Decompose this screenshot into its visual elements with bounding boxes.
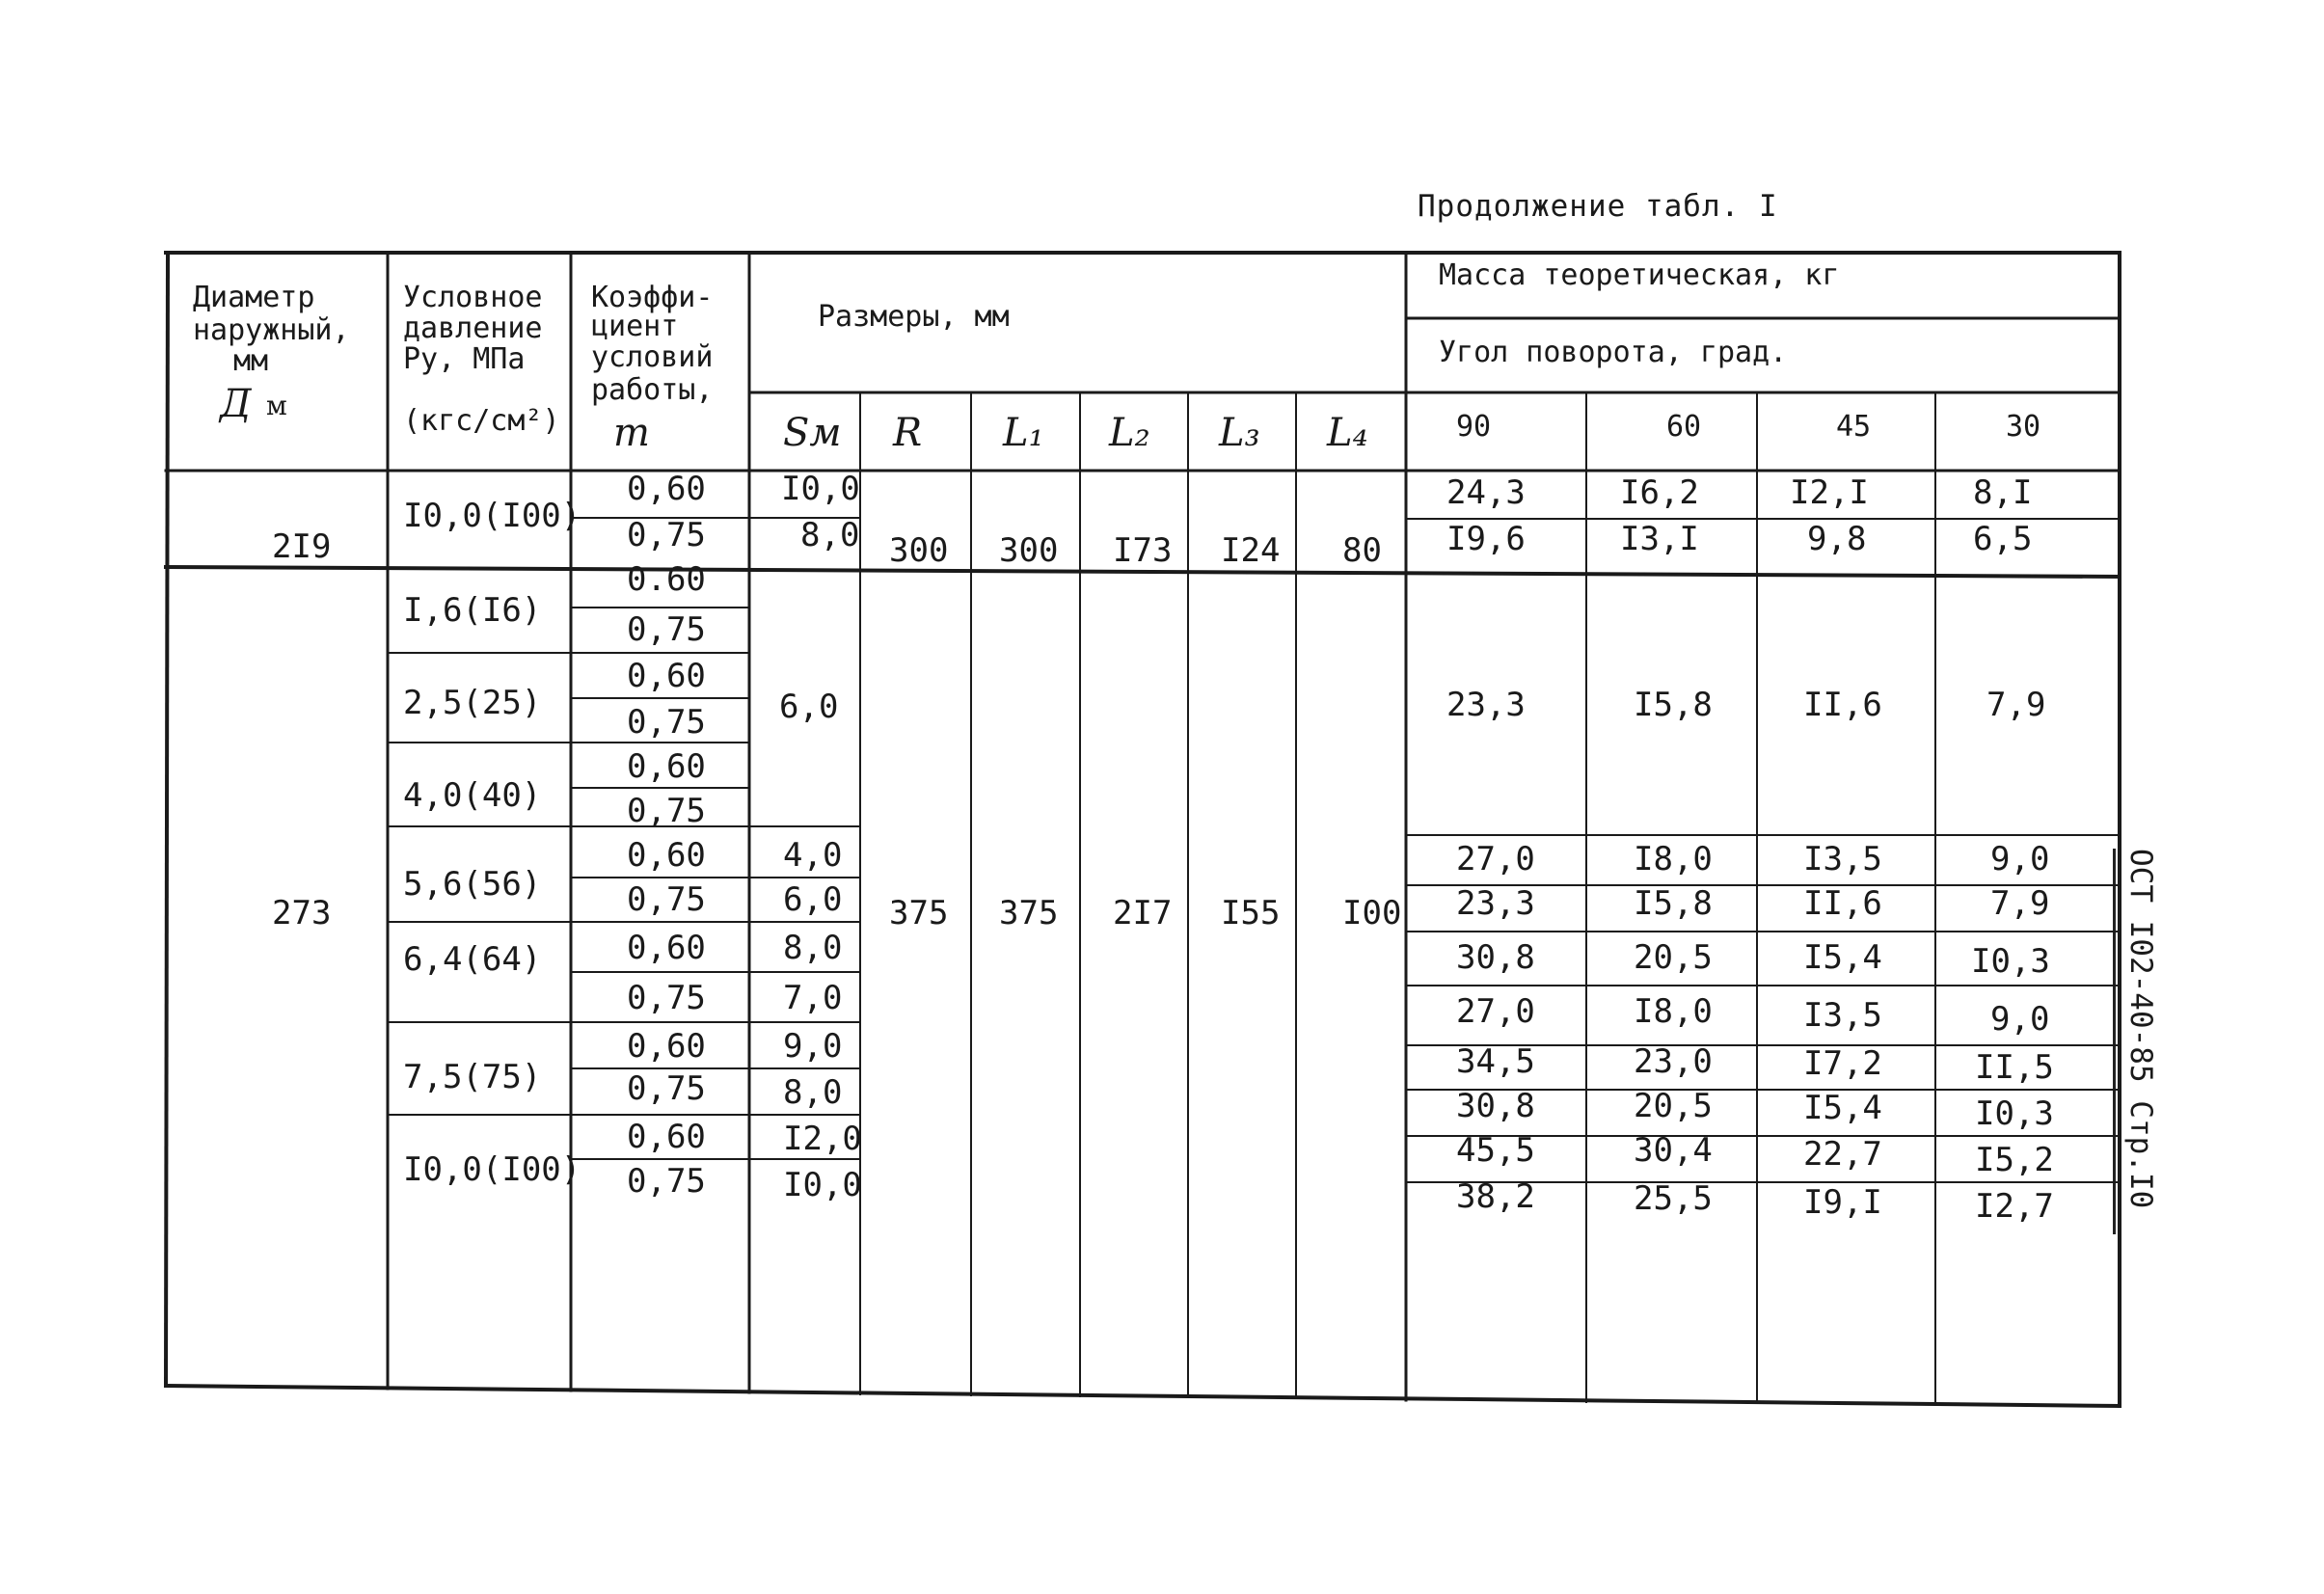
block2-mass-r8-c1: 38,2 bbox=[1456, 1177, 1535, 1216]
block2-mass-r8-c2: 25,5 bbox=[1634, 1179, 1713, 1218]
block2-mass-merged-c3: II,6 bbox=[1803, 686, 1882, 724]
block2-coeff-6: 0,75 bbox=[627, 792, 706, 830]
header-coeff-2: циент bbox=[591, 310, 679, 343]
block2-mass-merged-c4: 7,9 bbox=[1986, 686, 2046, 724]
block2-mass-r1-c4: 9,0 bbox=[1990, 840, 2050, 878]
header-coeff-4: работы, bbox=[591, 373, 714, 407]
block1-mass-r2-c4: 6,5 bbox=[1973, 520, 2033, 558]
header-pressure-1: Условное bbox=[403, 281, 543, 314]
block2-l2: 2I7 bbox=[1113, 894, 1173, 932]
block1-l2: I73 bbox=[1113, 531, 1173, 570]
block1-l4: 80 bbox=[1342, 531, 1382, 570]
block2-pressure-1: I,6(I6) bbox=[403, 591, 542, 630]
block1-mass-r2-c3: 9,8 bbox=[1807, 520, 1867, 558]
block2-mass-r7-c1: 45,5 bbox=[1456, 1131, 1535, 1170]
block2-mass-r8-c3: I9,I bbox=[1803, 1183, 1882, 1222]
block1-diameter: 2I9 bbox=[272, 527, 332, 566]
header-angle-60: 60 bbox=[1666, 410, 1702, 444]
header-coeff-3: условий bbox=[591, 340, 714, 374]
block1-s-1: I0,0 bbox=[781, 470, 860, 508]
block1-mass-r1-c2: I6,2 bbox=[1620, 473, 1699, 512]
block2-pressure-5: 6,4(64) bbox=[403, 940, 542, 979]
block2-mass-r4-c2: I8,0 bbox=[1634, 992, 1713, 1031]
header-dim-l2: L₂ bbox=[1109, 411, 1150, 455]
block2-coeff-10: 0,75 bbox=[627, 979, 706, 1017]
header-coeff-symbol: m bbox=[613, 411, 650, 455]
header-diameter-symbol: Д bbox=[220, 382, 252, 426]
block2-coeff-13: 0,60 bbox=[627, 1118, 706, 1156]
header-pressure-2: давление bbox=[403, 311, 543, 345]
header-pressure-3: Ру, МПа bbox=[403, 342, 526, 376]
block1-pressure: I0,0(I00) bbox=[403, 497, 581, 535]
block2-mass-r7-c4: I5,2 bbox=[1975, 1141, 2054, 1179]
header-angle-45: 45 bbox=[1836, 410, 1872, 444]
block1-coeff-2: 0,75 bbox=[627, 516, 706, 554]
block2-mass-r7-c3: 22,7 bbox=[1803, 1135, 1882, 1174]
block2-s-6: 8,0 bbox=[783, 1073, 843, 1112]
block2-pressure-2: 2,5(25) bbox=[403, 684, 542, 722]
block2-coeff-4: 0,75 bbox=[627, 703, 706, 742]
block2-coeff-11: 0,60 bbox=[627, 1027, 706, 1066]
header-dim-l4: L₄ bbox=[1327, 411, 1368, 455]
header-angle: Угол поворота, град. bbox=[1439, 336, 1788, 369]
block1-coeff-1: 0,60 bbox=[627, 470, 706, 508]
block2-mass-merged-c2: I5,8 bbox=[1634, 686, 1713, 724]
block2-mass-r5-c2: 23,0 bbox=[1634, 1042, 1713, 1081]
block2-mass-r1-c3: I3,5 bbox=[1803, 840, 1882, 878]
block1-mass-r1-c1: 24,3 bbox=[1446, 473, 1526, 512]
block2-diameter: 273 bbox=[272, 894, 332, 932]
block1-l1: 300 bbox=[999, 531, 1059, 570]
block2-s-merged: 6,0 bbox=[779, 688, 839, 726]
block2-l1: 375 bbox=[999, 894, 1059, 932]
block2-coeff-9: 0,60 bbox=[627, 929, 706, 967]
block2-mass-r5-c1: 34,5 bbox=[1456, 1042, 1535, 1081]
block2-coeff-5: 0,60 bbox=[627, 747, 706, 786]
header-angle-90: 90 bbox=[1456, 410, 1492, 444]
block2-coeff-14: 0,75 bbox=[627, 1162, 706, 1201]
block1-mass-r1-c3: I2,I bbox=[1790, 473, 1869, 512]
block2-coeff-3: 0,60 bbox=[627, 657, 706, 695]
header-dim-r: R bbox=[893, 411, 923, 455]
block2-s-4: 7,0 bbox=[783, 979, 843, 1017]
block2-coeff-8: 0,75 bbox=[627, 880, 706, 919]
block1-l3: I24 bbox=[1221, 531, 1281, 570]
block2-pressure-3: 4,0(40) bbox=[403, 776, 542, 815]
table-caption: Продолжение табл. I bbox=[1418, 189, 1778, 224]
block2-mass-r6-c2: 20,5 bbox=[1634, 1087, 1713, 1125]
block2-s-3: 8,0 bbox=[783, 929, 843, 967]
block2-l4: I00 bbox=[1342, 894, 1402, 932]
block2-mass-r5-c4: II,5 bbox=[1975, 1048, 2054, 1087]
header-angle-30: 30 bbox=[2006, 410, 2041, 444]
block2-s-1: 4,0 bbox=[783, 836, 843, 875]
block2-mass-r7-c2: 30,4 bbox=[1634, 1131, 1713, 1170]
block2-mass-r6-c3: I5,4 bbox=[1803, 1089, 1882, 1127]
block2-mass-r2-c2: I5,8 bbox=[1634, 884, 1713, 923]
block1-mass-r2-c1: I9,6 bbox=[1446, 520, 1526, 558]
block2-mass-r4-c3: I3,5 bbox=[1803, 996, 1882, 1035]
block2-pressure-6: 7,5(75) bbox=[403, 1058, 542, 1096]
block2-mass-r5-c3: I7,2 bbox=[1803, 1044, 1882, 1083]
block1-mass-r1-c4: 8,I bbox=[1973, 473, 2033, 512]
block2-coeff-7: 0,60 bbox=[627, 836, 706, 875]
block2-r: 375 bbox=[889, 894, 949, 932]
block2-mass-r2-c3: II,6 bbox=[1803, 884, 1882, 923]
block2-mass-r4-c4: 9,0 bbox=[1990, 1000, 2050, 1039]
block2-mass-merged-c1: 23,3 bbox=[1446, 686, 1526, 724]
header-diameter-3: мм bbox=[233, 344, 269, 378]
header-diameter-unit: м bbox=[266, 390, 287, 421]
block2-s-8: I0,0 bbox=[783, 1166, 862, 1204]
block2-coeff-2: 0,75 bbox=[627, 610, 706, 649]
header-pressure-4: (кгс/см²) bbox=[403, 404, 560, 438]
block1-mass-r2-c2: I3,I bbox=[1620, 520, 1699, 558]
block2-coeff-12: 0,75 bbox=[627, 1069, 706, 1108]
header-dim-l1: L₁ bbox=[1003, 411, 1044, 455]
document-code: ОСТ I02-40-85 Стр.I0 bbox=[2113, 849, 2160, 1234]
block2-mass-r6-c1: 30,8 bbox=[1456, 1087, 1535, 1125]
header-coeff-1: Коэффи- bbox=[591, 281, 714, 314]
block2-mass-r2-c1: 23,3 bbox=[1456, 884, 1535, 923]
block2-mass-r4-c1: 27,0 bbox=[1456, 992, 1535, 1031]
block1-s-2: 8,0 bbox=[800, 516, 860, 554]
block2-pressure-7: I0,0(I00) bbox=[403, 1150, 581, 1189]
block2-s-2: 6,0 bbox=[783, 880, 843, 919]
block2-l3: I55 bbox=[1221, 894, 1281, 932]
block2-mass-r1-c2: I8,0 bbox=[1634, 840, 1713, 878]
header-dimensions: Размеры, мм bbox=[818, 300, 1010, 334]
block1-r: 300 bbox=[889, 531, 949, 570]
block2-s-7: I2,0 bbox=[783, 1120, 862, 1158]
block2-mass-r8-c4: I2,7 bbox=[1975, 1187, 2054, 1226]
block2-s-5: 9,0 bbox=[783, 1027, 843, 1066]
block2-mass-r3-c3: I5,4 bbox=[1803, 938, 1882, 977]
block2-mass-r1-c1: 27,0 bbox=[1456, 840, 1535, 878]
header-dim-l3: L₃ bbox=[1219, 411, 1260, 455]
block2-coeff-1: 0.60 bbox=[627, 560, 706, 599]
block2-pressure-4: 5,6(56) bbox=[403, 865, 542, 904]
header-diameter-1: Диаметр bbox=[193, 281, 315, 314]
header-dim-s: Sм bbox=[783, 411, 842, 455]
header-diameter-2: наружный, bbox=[193, 313, 350, 347]
block2-mass-r2-c4: 7,9 bbox=[1990, 884, 2050, 923]
block2-mass-r3-c4: I0,3 bbox=[1971, 942, 2050, 981]
header-mass: Масса теоретическая, кг bbox=[1439, 258, 1840, 292]
block2-mass-r3-c2: 20,5 bbox=[1634, 938, 1713, 977]
block2-mass-r6-c4: I0,3 bbox=[1975, 1094, 2054, 1133]
block2-mass-r3-c1: 30,8 bbox=[1456, 938, 1535, 977]
